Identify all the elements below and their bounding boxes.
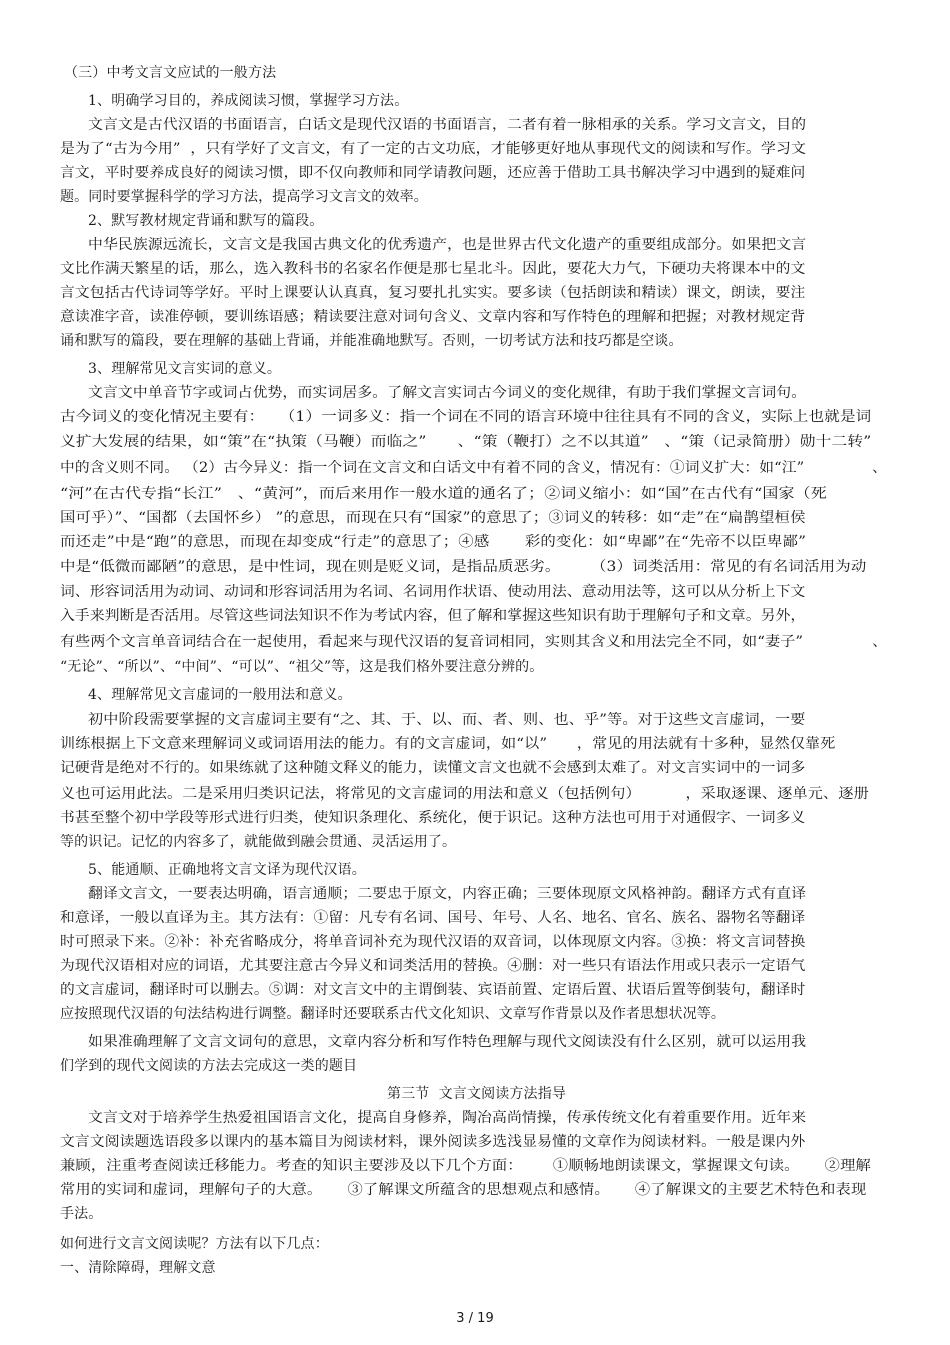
numbered-heading: 2、默写教材规定背诵和默写的篇段。 bbox=[88, 213, 324, 229]
text-line: 国可乎）”、“国都（去国怀乡） ”的意思，而现在只有“国家”的意思了；③词义的转移：如“走”在“扁鹊望桓侯 bbox=[60, 510, 806, 526]
text-line: 而还走”中是“跑”的意思，而现在却变成“行走”的意思了；④感 彩的变化：如“卑鄙”在“先帝不以臣卑鄙” bbox=[60, 534, 807, 550]
text-line: 中的含义则不同。 （2）古今异义：指一个词在文言文和白话文中有着不同的含义，情况有：①词义扩大：如“江” 、 bbox=[60, 460, 888, 476]
text-line: 诵和默写的篇段，要在理解的基础上背诵，并能准确地默写。否则，一切考试方法和技巧都是空谈。 bbox=[60, 333, 683, 349]
text-line: 文言文中单音节字或词占优势，而实词居多。了解文言实词古今词义的变化规律，有助于我们掌握文言词句。 bbox=[88, 385, 807, 401]
text-line: 为现代汉语相对应的词语，尤其要注意古今异义和词类活用的替换。④删：对一些只有语法作用或只表示一定语气 bbox=[60, 958, 806, 974]
text-line: 题。同时要掌握科学的学习方法，提高学习文言文的效率。 bbox=[60, 189, 428, 205]
text-line: 是为了“古为今用” ，只有学好了文言文，有了一定的古文功底，才能够更好地从事现代文的阅读和写作。学习文 bbox=[60, 141, 807, 157]
text-line: 中是“低微而鄙陋”的意思，是中性词，现在则是贬义词，是指品质恶劣。 （3）词类活用：常见的有名词活用为动 bbox=[60, 559, 867, 575]
numbered-heading: 5、能通顺、正确地将文言文译为现代汉语。 bbox=[88, 862, 366, 878]
text-line: 训练根据上下文意来理解词义或词语用法的能力。有的文言虚词，如“以” ，常见的用法就有十多种，显然仅靠死 bbox=[60, 736, 836, 752]
text-line: 一、清除障碍，理解文意 bbox=[60, 1260, 216, 1276]
text-line: 义扩大发展的结果，如“策”在“执策（马鞭）而临之” 、“策（鞭打）之不以其道” 、“策（记录简册）勋十二转” bbox=[60, 434, 872, 450]
text-line: 义也可运用此法。二是采用归类识记法，将常见的文言虚词的用法和意义（包括例句） ，采取逐课、逐单元、逐册 bbox=[60, 786, 869, 802]
text-line: 们学到的现代文阅读的方法去完成这一类的题目 bbox=[60, 1058, 358, 1074]
numbered-heading: 1、明确学习目的，养成阅读习惯，掌握学习方法。 bbox=[88, 93, 409, 109]
text-line: 如果准确理解了文言文词句的意思，文章内容分析和写作特色理解与现代文阅读没有什么区别，就可以运用我 bbox=[88, 1034, 807, 1050]
text-line: 等的识记。记忆的内容多了，就能做到融会贯通、灵活运用了。 bbox=[60, 834, 457, 850]
text-line: “河”在古代专指“长江” 、“黄河”，而后来用作一般水道的通名了；②词义缩小：如“国”在古代有“国家（死 bbox=[60, 486, 827, 502]
text-line: 意读准字音，读准停顿，要训练语感；精读要注意对词句含义、文章内容和写作特色的理解和把握；对教材规定背 bbox=[60, 309, 806, 325]
section-title: 第三节 文言文阅读方法指导 bbox=[387, 1086, 566, 1102]
text-line: 兼顾，注重考查阅读迁移能力。考查的知识主要涉及以下几个方面： ①顺畅地朗读课文，掌握课文句读。 ②理解 bbox=[60, 1158, 871, 1174]
page-number: 3 / 19 bbox=[456, 1311, 494, 1326]
text-line: 初中阶段需要掌握的文言虚词主要有“之、其、于、以、而、者、则、也、乎”等。对于这些文言虚词，一要 bbox=[88, 712, 806, 728]
text-line: 如何进行文言文阅读呢？方法有以下几点： bbox=[60, 1236, 329, 1252]
numbered-heading: 4、理解常见文言虚词的一般用法和意义。 bbox=[88, 687, 352, 703]
text-line: 言文，平时要养成良好的阅读习惯，即不仅向教师和同学请教问题，还应善于借助工具书解决学习中遇到的疑难问 bbox=[60, 165, 806, 181]
text-line: 常用的实词和虚词，理解句子的大意。 ③了解课文所蕴含的思想观点和感情。 ④了解课文的主要艺术特色和表现 bbox=[60, 1182, 867, 1198]
text-line: 和意译，一般以直译为主。其方法有：①留：凡专有名词、国号、年号、人名、地名、官名、族名、器物名等翻译 bbox=[60, 910, 806, 926]
text-line: 书甚至整个初中学段等形式进行归类，使知识条理化、系统化，便于识记。这种方法也可用于对通假字、一词多义 bbox=[60, 810, 806, 826]
text-line: “无论”、“所以”、“中间”、“可以”、“祖父”等，这是我们格外要注意分辨的。 bbox=[60, 659, 544, 675]
text-line: 的文言虚词，翻译时可以删去。⑤调：对文言文中的主谓倒装、宾语前置、定语后置、状语后置等倒装句，翻译时 bbox=[60, 982, 806, 998]
text-line: 入手来判断是否活用。尽管这些词法知识不作为考试内容，但了解和掌握这些知识有助于理解句子和文章。另外， bbox=[60, 608, 806, 624]
text-line: 翻译文言文，一要表达明确，语言通顺；二要忠于原文，内容正确；三要体现原文风格神韵。翻译方式有直译 bbox=[88, 886, 807, 902]
text-line: 手法。 bbox=[60, 1206, 103, 1222]
text-line: 文言文阅读题选语段多以课内的基本篇目为阅读材料，课外阅读多选浅显易懂的文章作为阅读材料。一般是课内外 bbox=[60, 1134, 806, 1150]
text-line: 记硬背是绝对不行的。如果练就了这种随文释义的能力，读懂文言文也就不会感到太难了。对文言实词中的一词多 bbox=[60, 760, 806, 776]
text-line: 文言文是古代汉语的书面语言，白话文是现代汉语的书面语言，二者有着一脉相承的关系。学习文言文，目的 bbox=[88, 117, 807, 133]
text-line: 词、形容词活用为动词、动词和形容词活用为名词、名词用作状语、使动用法、意动用法等，这可以从分析上下文 bbox=[60, 584, 806, 600]
text-line: 时可照录下来。②补：补充省略成分，将单音词补充为现代汉语的双音词，以体现原文内容。③换：将文言词替换 bbox=[60, 934, 806, 950]
text-line: 言文包括古代诗词等学好。平时上课要认认真真，复习要扎扎实实。要多读（包括朗读和精读）课文，朗读，要注 bbox=[60, 285, 806, 301]
text-line: 中华民族源远流长，文言文是我国古典文化的优秀遗产，也是世界古代文化遗产的重要组成部分。如果把文言 bbox=[88, 237, 807, 253]
text-line: （三）中考文言文应试的一般方法 bbox=[64, 65, 277, 81]
numbered-heading: 3、理解常见文言实词的意义。 bbox=[88, 361, 282, 377]
text-line: 古今词义的变化情况主要有： （1）一词多义：指一个词在不同的语言环境中往往具有不同的含义，实际上也就是词 bbox=[60, 409, 872, 425]
text-line: 应按照现代汉语的句法结构进行调整。翻译时还要联系古代文化知识、文章写作背景以及作者思想状况等。 bbox=[60, 1006, 726, 1022]
text-line: 文言文对于培养学生热爱祖国语言文化，提高自身修养，陶冶高尚情操，传承传统文化有着重要作用。近年来 bbox=[88, 1110, 807, 1126]
text-line: 文比作满天繁星的话，那么，选入教科书的名家名作便是那七星北斗。因此，要花大力气，下硬功夫将课本中的文 bbox=[60, 261, 806, 277]
text-line: 有些两个文言单音词结合在一起使用，看起来与现代汉语的复音词相同，实则其含义和用法完全不同，如“妻子” 、 bbox=[60, 634, 888, 650]
